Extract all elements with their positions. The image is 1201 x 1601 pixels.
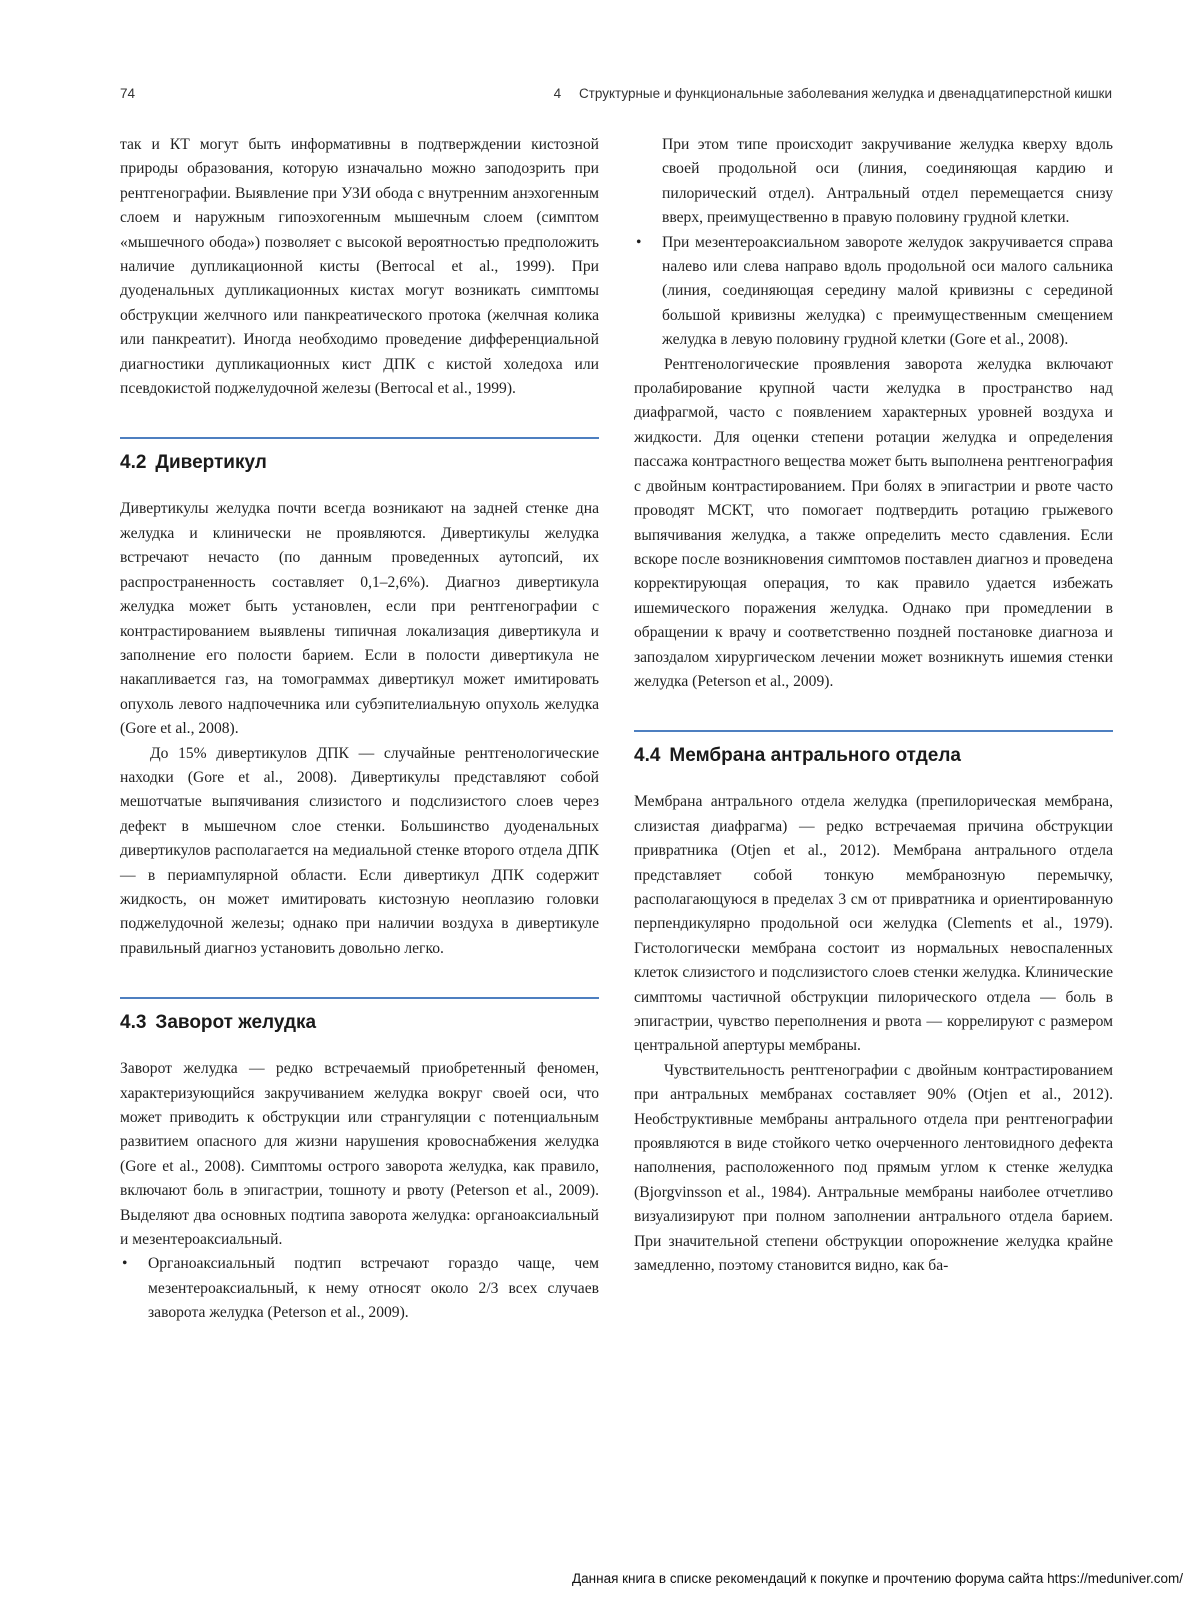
list-item-text: Органоаксиальный подтип встречают гораздо чаще, чем мезентероаксиальный, к нему относят около 2/3 всех случаев заворота желудка (Peterson et al., 2009). [148, 1255, 599, 1322]
section-title: Мембрана антрального отдела [669, 745, 961, 767]
page-number: 74 [120, 86, 136, 101]
bullet-list [634, 231, 1113, 353]
paragraph: Рентгенологические проявления заворота желудка включают пролабирование крупной части желудка в пространство над диафрагмой, часто с появлением характерных уровней воздуха и жидкости. Для оценки степени ротации желудка и определения пассажа контрастного вещества может быть выполнена рентгенография с двойным контрастированием. При болях в эпигастрии и рвоте часто проводят МСКТ, что помогает подтвердить ротацию грыжевого выпячивания желудка, а также определить место сдавления. Если вскоре после возникновения симптомов поставлен диагноз и проведена корректирующая операция, то как правило удается избежать ишемического поражения желудка. Однако при промедлении в обращении к врачу и соответственно поздней постановке диагноза и запоздалом хирургическом лечении может возникнуть ишемия стенки желудка (Peterson et al., 2009). [634, 355, 1113, 690]
bullet-icon: • [122, 1255, 128, 1273]
section-title: Заворот желудка [155, 1012, 317, 1034]
chapter-number: 4 [553, 86, 562, 101]
section-number: 4.2 [120, 452, 147, 474]
section-heading-diverticulum [120, 437, 599, 475]
footer-note: Данная книга в списке рекомендаций к покупке и прочтению форума сайта https://meduniver.com/ [572, 1571, 1183, 1586]
list-item-text: При мезентероаксиальном завороте желудок закручивается справа налево или слева направо вдоль продольной оси малого сальника (линия, соединяющая середину малой кривизны с серединой большой кривизны желудка) с преимущественным смещением желудка в левую половину грудной клетки (Gore et al., 2008). [662, 233, 1113, 349]
running-head [120, 84, 1112, 106]
paragraph: До 15% дивертикулов ДПК — случайные рентгенологические находки (Gore et al., 2008). Дивертикулы представляют собой мешотчатые выпячивания слизистого и подслизистого слоев через дефект в мышечном слое стенки. Большинство дуоденальных дивертикулов располагается на медиальной стенке второго отдела ДПК — в периампулярной области. Если дивертикул ДПК содержит жидкость, он может имитировать кистозную неоплазию головки поджелудочной железы; однако при наличии воздуха в дивертикуле правильный диагноз установить довольно легко. [120, 744, 599, 957]
section-number: 4.4 [634, 745, 661, 767]
list-item [120, 1252, 599, 1325]
bullet-list [120, 1252, 599, 1325]
section-title: Дивертикул [155, 452, 267, 474]
section-number: 4.3 [120, 1012, 147, 1034]
left-column [120, 133, 599, 1326]
paragraph: Мембрана антрального отдела желудка (препилорическая мембрана, слизистая диафрагма) — редко встречаемая причина обструкции привратника (Otjen et al., 2012). Мембрана антрального отдела представляет собой тонкую мембранозную перемычку, располагающуюся в пределах 3 см от привратника и ориентированную перпендикулярно продольной оси желудка (Clements et al., 1979). Гистологически мембрана состоит из нормальных невоспаленных клеток слизистого и подслизистого слоев стенки желудка. Клинические симптомы частичной обструкции пилорического отдела — боль в эпигастрии, чувство переполнения и рвота — коррелируют с размером центральной апертуры мембраны. [634, 793, 1113, 1055]
bullet-icon: • [636, 233, 642, 251]
section-heading-antral-web [634, 730, 1113, 768]
paragraph: Чувствительность рентгенографии с двойным контрастированием при антральных мембранах составляет 90% (Otjen et al., 2012). Необструктивные мембраны антрального отдела при рентгенографии проявляются в виде стойкого четко очерченного лентовидного дефекта наполнения, расположенного под прямым углом к стенке желудка (Bjorgvinsson et al., 1984). Антральные мембраны наиболее отчетливо визуализируют при полном заполнении антрального отдела барием. При значительной степени обструкции опорожнение желудка крайне замедленно, поэтому становится видно, как ба- [634, 1061, 1113, 1275]
chapter-title: Структурные и функциональные заболевания желудка и двенадцатиперстной кишки [578, 86, 1112, 101]
paragraph: Дивертикулы желудка почти всегда возникают на задней стенке дна желудка и клинически не проявляются. Дивертикулы желудка встречают нечасто (по данным проведенных аутопсий, их распространенность составляет 0,1–2,6%). Диагноз дивертикула желудка может быть установлен, если при рентгенографии с контрастированием выявлены типичная локализация дивертикула и заполнение его полости барием. Если в полости дивертикула не накапливается газ, на томограммах дивертикул может имитировать опухоль левого надпочечника или субэпителиальную опухоль желудка (Gore et al., 2008). [120, 500, 599, 738]
intro-paragraph: так и КТ могут быть информативны в подтверждении кистозной природы образования, которую изначально можно заподозрить при рентгенографии. Выявление при УЗИ обода с внутренним анэхогенным слоем и наружным гипоэхогенным мышечным слоем (симптом «мышечного обода») позволяет с высокой вероятностью предположить наличие дупликационной кисты (Berrocal et al., 1999). При дуоденальных дупликационных кистах могут возникать симптомы обструкции желчного или панкреатического протока (желчная колика или панкреатит). Иногда необходимо проведение дифференциальной диагностики дупликационных кист ДПК с кистой холедоха или псевдокистой поджелудочной железы (Berrocal et al., 1999). [120, 136, 599, 398]
section-heading-volvulus [120, 997, 599, 1035]
right-column [634, 133, 1113, 1278]
list-item-continued: При этом типе происходит закручивание желудка кверху вдоль своей продольной оси (линия, соединяющая кардию и пилорический отдел). Антральный отдел перемещается снизу вверх, преимущественно в правую половину грудной клетки. [662, 136, 1113, 227]
chapter-heading [554, 86, 1112, 101]
paragraph: Заворот желудка — редко встречаемый приобретенный феномен, характеризующийся закручиванием желудка вокруг своей оси, что может приводить к обструкции или странгуляции с потенциальным развитием опасного для жизни нарушения кровоснабжения желудка (Gore et al., 2008). Симптомы острого заворота желудка, как правило, включают боль в эпигастрии, тошноту и рвоту (Peterson et al., 2009). Выделяют два основных подтипа заворота желудка: органоаксиальный и мезентероаксиальный. [120, 1060, 599, 1249]
list-item [634, 231, 1113, 353]
